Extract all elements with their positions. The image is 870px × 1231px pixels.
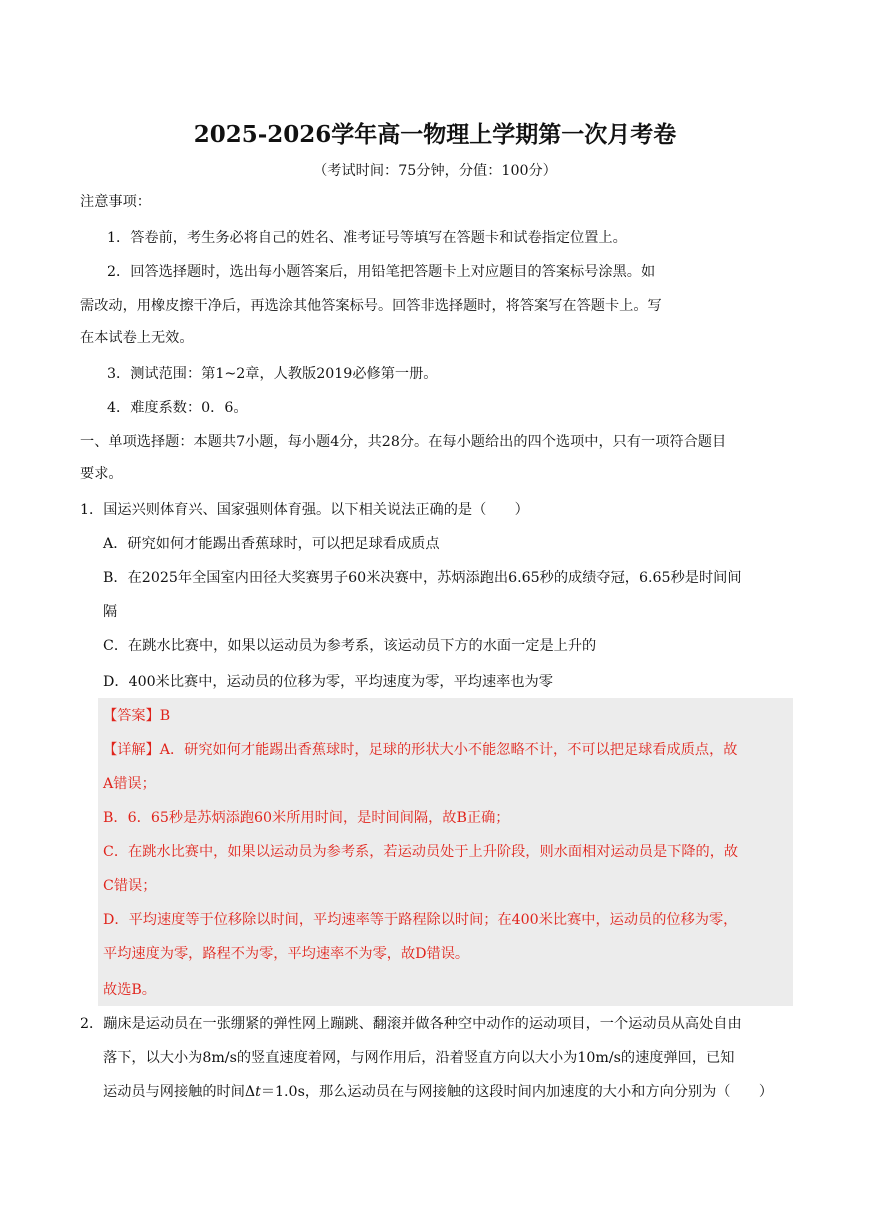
notice-item-2-line-3: 在本试卷上无效。	[80, 330, 194, 346]
question-2-line-3	[103, 1082, 773, 1102]
notice-item-2-line-2: 需改动，用橡皮擦干净后，再选涂其他答案标号。回答非选择题时，将答案写在答题卡上。写	[80, 298, 662, 314]
answer-detail-line-6: D．平均速度等于位移除以时间，平均速率等于路程除以时间；在400米比赛中，运动员的位移为零，	[103, 912, 738, 928]
question-2-line-1: 2．蹦床是运动员在一张绷紧的弹性网上蹦跳、翻滚并做各种空中动作的运动项目，一个运动员从高处自由	[80, 1016, 742, 1032]
question-2-line-3-pre: 运动员与网接触的时间Δ	[103, 1084, 256, 1100]
question-2-line-3-post: ＝1.0s，那么运动员在与网接触的这段时间内加速度的大小和方向分别为（ ）	[260, 1084, 774, 1100]
question-1-option-b-line-1: B．在2025年全国室内田径大奖赛男子60米决赛中，苏炳添跑出6.65秒的成绩夺冠，6.65秒是时间间	[103, 570, 742, 586]
answer-label: 【答案】B	[103, 708, 171, 724]
notice-item-2-line-1: 2．回答选择题时，选出每小题答案后，用铅笔把答题卡上对应题目的答案标号涂黑。如	[107, 264, 656, 280]
answer-detail-line-2: A错误；	[103, 776, 156, 792]
answer-detail-line-5: C错误；	[103, 878, 157, 894]
answer-detail-line-7: 平均速度为零，路程不为零，平均速率不为零，故D错误。	[103, 946, 470, 962]
question-1-option-b-line-2: 隔	[103, 604, 118, 620]
section-heading-line-1: 一、单项选择题：本题共7小题，每小题4分，共28分。在每小题给出的四个选项中，只有一项符合题目	[80, 434, 727, 450]
notice-item-1: 1．答卷前，考生务必将自己的姓名、准考证号等填写在答题卡和试卷指定位置上。	[107, 230, 627, 246]
answer-detail-line-1: 【详解】A．研究如何才能踢出香蕉球时，足球的形状大小不能忽略不计，不可以把足球看成质点，故	[103, 742, 738, 758]
answer-detail-line-3: B．6．65秒是苏炳添跑60米所用时间，是时间间隔，故B正确；	[103, 810, 510, 826]
notice-heading: 注意事项：	[80, 194, 151, 210]
notice-item-3: 3．测试范围：第1~2章，人教版2019必修第一册。	[107, 366, 438, 382]
exam-title: 2025-2026学年高一物理上学期第一次月考卷	[193, 121, 677, 148]
question-2-line-2: 落下，以大小为8m/s的竖直速度着网，与网作用后，沿着竖直方向以大小为10m/s的速度弹回，已知	[103, 1050, 735, 1066]
answer-conclusion: 故选B。	[103, 982, 156, 998]
question-1-stem: 1．国运兴则体育兴、国家强则体育强。以下相关说法正确的是（ ）	[80, 502, 529, 518]
question-1-option-a: A．研究如何才能踢出香蕉球时，可以把足球看成质点	[103, 536, 440, 552]
section-heading-line-2: 要求。	[80, 466, 123, 482]
question-1-option-c: C．在跳水比赛中，如果以运动员为参考系，该运动员下方的水面一定是上升的	[103, 638, 597, 654]
answer-detail-line-4: C．在跳水比赛中，如果以运动员为参考系，若运动员处于上升阶段，则水面相对运动员是下降的，故	[103, 844, 739, 860]
notice-item-4: 4．难度系数：0．6。	[107, 400, 248, 416]
exam-subtitle: （考试时间：75分钟，分值：100分）	[313, 163, 557, 179]
delta-t-variable: t	[255, 1084, 261, 1100]
question-1-option-d: D．400米比赛中，运动员的位移为零，平均速度为零，平均速率也为零	[103, 674, 553, 690]
